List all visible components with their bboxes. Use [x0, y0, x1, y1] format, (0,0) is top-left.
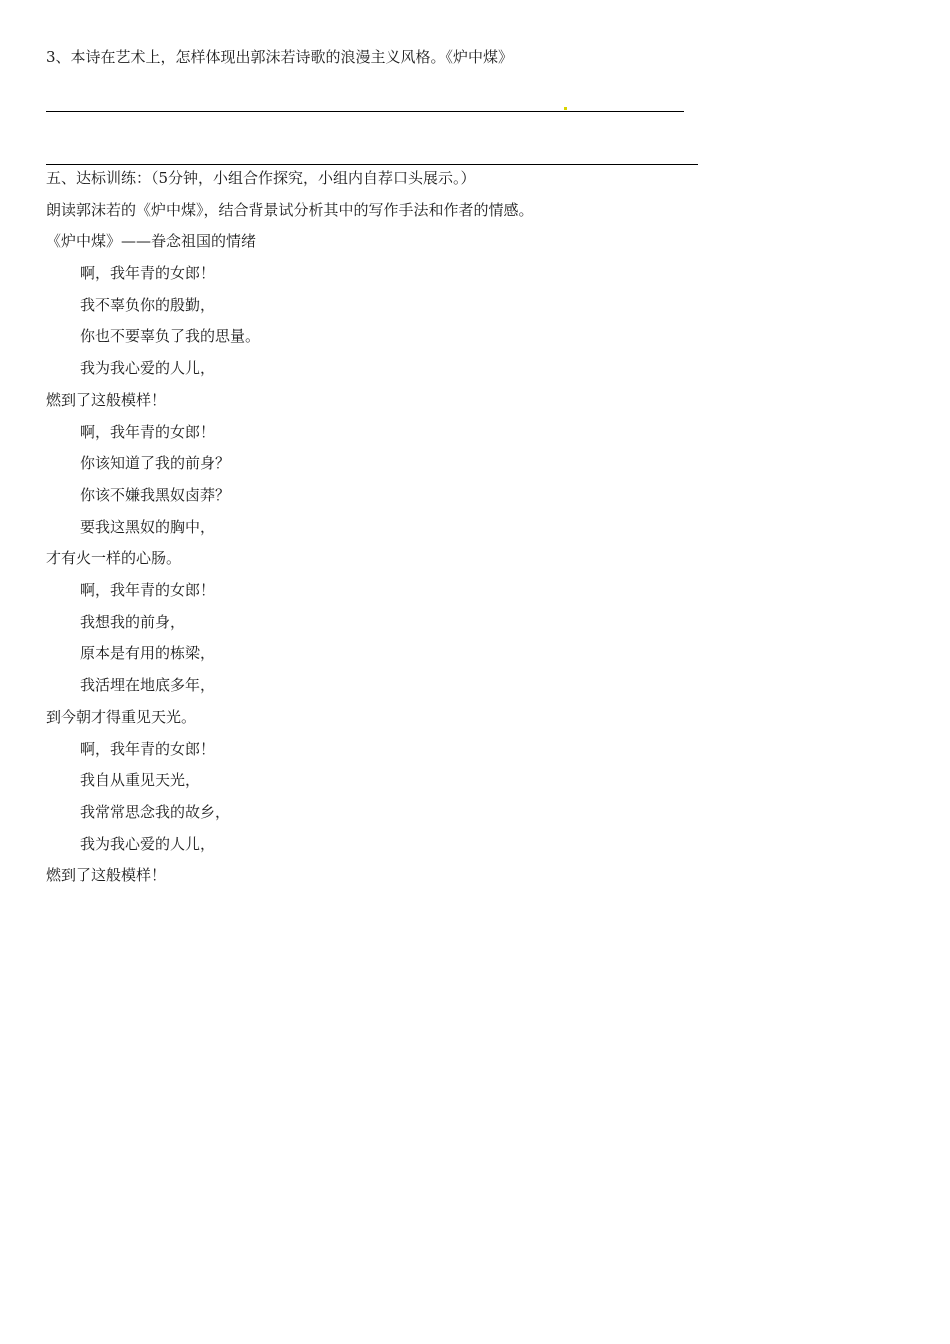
poem-line: 我活埋在地底多年，: [80, 676, 216, 694]
poem-line: 你也不要辜负了我的思量。: [80, 327, 261, 345]
poem-line: 啊，我年青的女郎！: [80, 581, 216, 599]
poem-line: 燃到了这般模样！: [46, 866, 167, 884]
poem-line: 啊，我年青的女郎！: [80, 740, 216, 758]
poem-line: 才有火一样的心肠。: [46, 549, 182, 567]
poem-line: 你该不嫌我黑奴卤莽？: [80, 486, 231, 504]
answer-line-2: [46, 164, 698, 165]
poem-line: 原本是有用的栋梁，: [80, 644, 216, 662]
ink-speck: [564, 107, 567, 110]
section-5-heading: 五、达标训练：（5分钟，小组合作探究，小组内自荐口头展示。）: [46, 169, 476, 187]
poem-line: 啊，我年青的女郎！: [80, 264, 216, 282]
poem-line: 我不辜负你的殷勤，: [80, 296, 216, 314]
answer-line-1: [46, 111, 684, 112]
poem-line: 你该知道了我的前身？: [80, 454, 231, 472]
question-3: 3、本诗在艺术上，怎样体现出郭沫若诗歌的浪漫主义风格。《炉中煤》: [46, 48, 514, 66]
poem-line: 我为我心爱的人儿，: [80, 835, 216, 853]
poem-line: 我常常思念我的故乡，: [80, 803, 231, 821]
poem-line: 到今朝才得重见天光。: [46, 708, 197, 726]
poem-line: 我自从重见天光，: [80, 771, 201, 789]
poem-line: 要我这黑奴的胸中，: [80, 518, 216, 536]
poem-line: 燃到了这般模样！: [46, 391, 167, 409]
poem-line: 我想我的前身，: [80, 613, 186, 631]
poem-line: 啊，我年青的女郎！: [80, 423, 216, 441]
poem-line: 我为我心爱的人儿，: [80, 359, 216, 377]
poem-title: 《炉中煤》——眷念祖国的情绪: [46, 232, 257, 250]
section-5-instruction: 朗读郭沫若的《炉中煤》，结合背景试分析其中的写作手法和作者的情感。: [46, 201, 534, 219]
